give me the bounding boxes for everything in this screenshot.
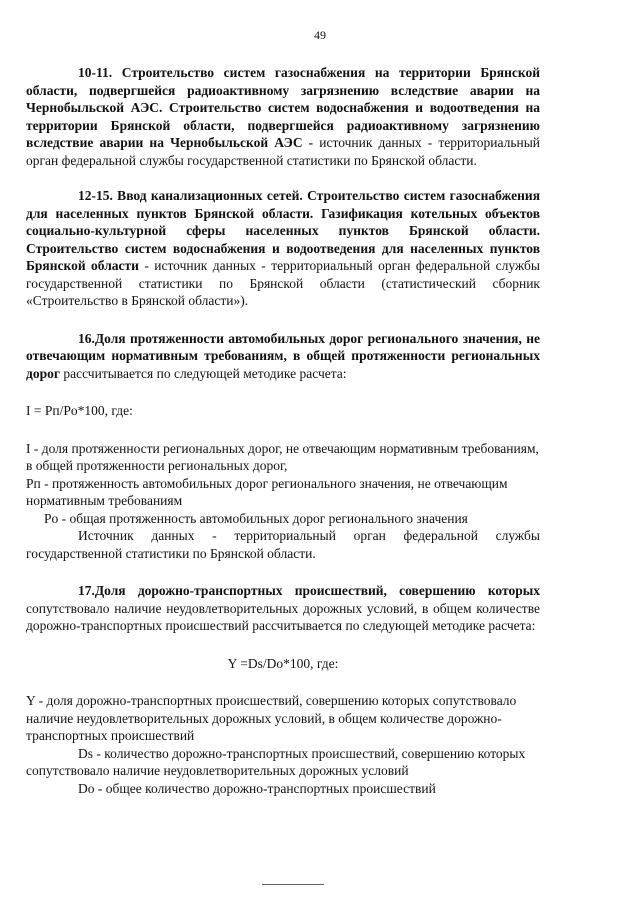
section-16-def-i: I - доля протяженности региональных дорог, не отвечающим нормативным требованиям, в общей протяженности региональных дорог, [26, 440, 539, 473]
section-16 [26, 330, 540, 383]
document-body [26, 64, 540, 797]
section-16-formula: I = Pп/Pо*100, где: [26, 403, 133, 418]
section-17-def-do: Do - общее количество дорожно-транспортных происшествий [78, 780, 436, 796]
section-17-def-y: Y - доля дорожно-транспортных происшествий, совершению которых сопутствовало наличие неудовлетворительных дорожных условий, в общем количестве дорожно-транспортных происшествий [26, 693, 517, 743]
section-17-text: сопутствовало наличие неудовлетворительных дорожных условий, в общем количестве дорожно-транспортных происшествий рассчитывается по следующей методике расчета: [26, 600, 540, 633]
section-16-title: 16.Доля протяженности автомобильных дорог регионального значения, не отвечающим нормативным требованиям, в общей протяженности региональных дорог [26, 330, 540, 381]
section-12-15 [26, 187, 540, 310]
section-16-text: рассчитывается по следующей методике расчета: [59, 365, 347, 381]
section-10-11-text: источник данных - территориальный орган федеральной службы государственной статистики по Брянской области. [26, 135, 540, 168]
section-17-def-ds: Ds - количество дорожно-транспортных происшествий, совершению которых сопутствовало наличие неудовлетворительных дорожных условий [26, 745, 526, 778]
section-16-def-pn: Pп - протяженность автомобильных дорог регионального значения, не отвечающим нормативным требованиям [26, 475, 508, 508]
section-16-source: Источник данных - территориальный орган федеральной службы государственной статистики по Брянской области. [26, 528, 540, 561]
section-17-formula: Y =Ds/Do*100, где: [227, 655, 339, 671]
page-number: 49 [314, 28, 326, 42]
section-12-15-title: 12-15. Ввод канализационных сетей. Строительство систем газоснабжения для населенных пунктов Брянской области. Газификация котельных объектов социально-культурной сферы населенных пунктов Брянской области. Строительство систем водоснабжения и водоотведения для населенных пунктов Брянской области [26, 188, 540, 273]
section-16-def-po: Pо - общая протяженность автомобильных дорог регионального значения [44, 510, 468, 526]
section-12-15-text: - источник данных - территориальный орган федеральной службы государственной статистики по Брянской области (статистический сборник «Строительство в Брянской области»). [26, 258, 540, 308]
section-10-11-title: 10-11. Строительство систем газоснабжения на территории Брянской области, подвергшейся радиоактивному загрязнению вследствие аварии на Чернобыльской АЭС. Строительство систем водоснабжения и водоотведения на территории Брянской области, подвергшейся радиоактивному загрязнению вследствие аварии на Чернобыльской АЭС - [26, 65, 540, 150]
section-10-11 [26, 64, 540, 169]
section-17 [26, 582, 540, 635]
footer-divider [262, 884, 324, 885]
section-17-title: 17.Доля дорожно-транспортных происшествий, совершению которых [78, 583, 540, 598]
